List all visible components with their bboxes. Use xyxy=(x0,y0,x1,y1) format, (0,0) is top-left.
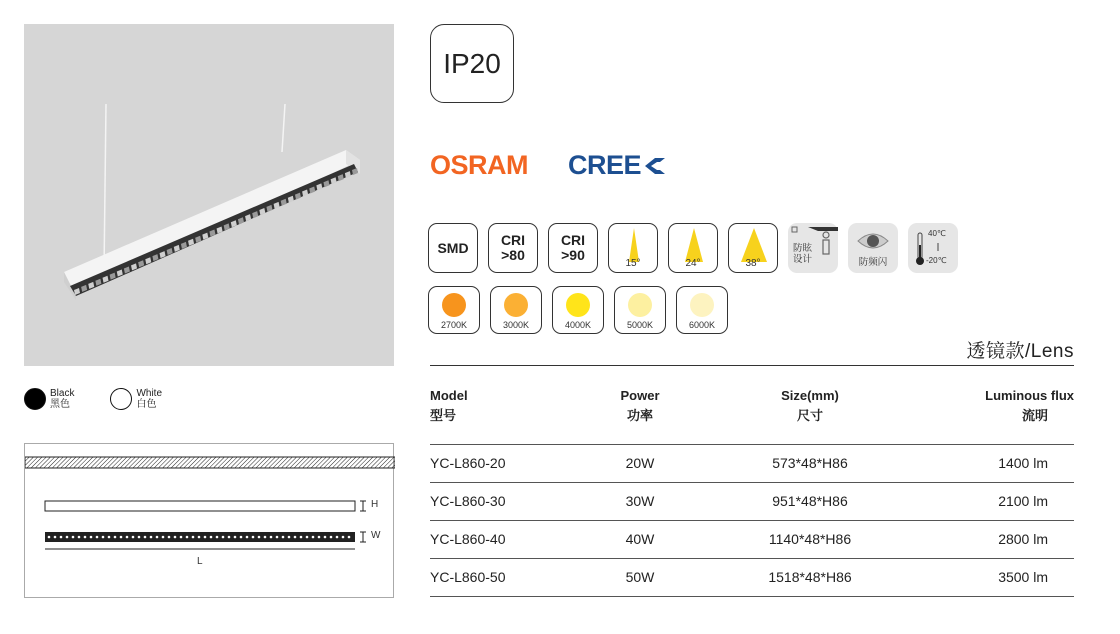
cri80-label: CRI xyxy=(500,232,526,248)
beam-24-badge xyxy=(668,223,718,273)
anti-glare-line2: 设计 xyxy=(793,254,813,265)
cree-chevron-icon xyxy=(643,156,667,176)
finish-options xyxy=(24,388,162,410)
header-power-cn: 功率 xyxy=(626,408,653,423)
anti-glare-badge xyxy=(788,223,838,273)
width-label: W xyxy=(371,530,381,541)
divider xyxy=(430,365,1074,366)
cri80-value: >80 xyxy=(501,247,525,263)
beam-15-label: 15° xyxy=(625,258,641,269)
sun-6000k-icon xyxy=(690,293,714,317)
cri90-value: >90 xyxy=(561,247,585,263)
header-model-cn: 型号 xyxy=(430,408,457,423)
cct-6000k xyxy=(676,286,728,334)
cct-3000k xyxy=(490,286,542,334)
cct-4000k-label: 4000K xyxy=(564,320,592,330)
feature-icons xyxy=(428,223,958,273)
beam-24-label: 24° xyxy=(685,258,701,269)
finish-black-en: Black xyxy=(50,388,75,399)
header-model-en: Model xyxy=(430,388,468,403)
cell-power: 50W xyxy=(580,558,700,596)
cri90-label: CRI xyxy=(560,232,586,248)
finish-white-en: White xyxy=(136,388,163,399)
header-power xyxy=(580,386,700,444)
table-header-row xyxy=(430,386,1074,444)
cell-flux: 2800 lm xyxy=(920,520,1074,558)
beam-15-badge xyxy=(608,223,658,273)
cct-3000k-label: 3000K xyxy=(502,320,530,330)
beam-38-badge xyxy=(728,223,778,273)
sun-2700k-icon xyxy=(442,293,466,317)
temperature-badge xyxy=(908,223,958,273)
cct-2700k-label: 2700K xyxy=(440,320,468,330)
header-model xyxy=(430,386,580,444)
header-power-en: Power xyxy=(620,388,660,403)
cell-model: YC-L860-40 xyxy=(430,520,580,558)
sun-5000k-icon xyxy=(628,293,652,317)
table-row xyxy=(430,520,1074,558)
dimension-diagram xyxy=(24,443,394,598)
table-title: 透镜款/Lens xyxy=(966,341,1074,362)
header-size xyxy=(700,386,920,444)
height-label: H xyxy=(371,499,379,510)
white-swatch-icon xyxy=(110,388,132,410)
cell-power: 40W xyxy=(580,520,700,558)
finish-black xyxy=(24,388,74,410)
cell-size: 1518*48*H86 xyxy=(700,558,920,596)
sun-3000k-icon xyxy=(504,293,528,317)
cct-4000k xyxy=(552,286,604,334)
cct-5000k xyxy=(614,286,666,334)
cell-power: 20W xyxy=(580,444,700,482)
table-row xyxy=(430,482,1074,520)
cell-model: YC-L860-50 xyxy=(430,558,580,596)
cell-flux: 1400 lm xyxy=(920,444,1074,482)
finish-white xyxy=(110,388,162,410)
cct-6000k-label: 6000K xyxy=(688,320,716,330)
ip-rating-badge: IP20 xyxy=(430,24,514,103)
table-row xyxy=(430,444,1074,482)
cell-size: 951*48*H86 xyxy=(700,482,920,520)
beam-38-label: 38° xyxy=(745,258,761,269)
anti-glare-line1: 防眩 xyxy=(793,243,813,254)
header-flux-cn: 流明 xyxy=(1021,408,1048,423)
temp-low: -20℃ xyxy=(926,256,947,265)
cell-power: 30W xyxy=(580,482,700,520)
smd-badge: SMD xyxy=(428,223,478,273)
spec-table xyxy=(430,386,1074,597)
header-flux-en: Luminous flux xyxy=(985,388,1074,403)
temp-high: 40℃ xyxy=(928,229,946,238)
finish-white-cn: 白色 xyxy=(136,399,157,410)
cell-size: 1140*48*H86 xyxy=(700,520,920,558)
cree-logo xyxy=(568,150,667,181)
anti-flicker-badge xyxy=(848,223,898,273)
header-size-en: Size(mm) xyxy=(781,388,839,403)
cct-2700k xyxy=(428,286,480,334)
header-size-cn: 尺寸 xyxy=(796,408,823,423)
finish-black-cn: 黑色 xyxy=(50,399,70,410)
black-swatch-icon xyxy=(24,388,46,410)
cri90-badge xyxy=(548,223,598,273)
cree-logo-text: CREE xyxy=(568,150,642,180)
cell-flux: 3500 lm xyxy=(920,558,1074,596)
osram-logo: OSRAM xyxy=(430,150,528,180)
anti-flicker-label: 防频闪 xyxy=(858,257,888,268)
header-flux xyxy=(920,386,1074,444)
cct-5000k-label: 5000K xyxy=(626,320,654,330)
sun-4000k-icon xyxy=(566,293,590,317)
cell-model: YC-L860-20 xyxy=(430,444,580,482)
cell-model: YC-L860-30 xyxy=(430,482,580,520)
product-photo xyxy=(24,24,394,366)
cell-flux: 2100 lm xyxy=(920,482,1074,520)
cct-icons xyxy=(428,286,728,334)
cri80-badge xyxy=(488,223,538,273)
table-row xyxy=(430,558,1074,596)
length-label: L xyxy=(197,556,203,567)
cell-size: 573*48*H86 xyxy=(700,444,920,482)
